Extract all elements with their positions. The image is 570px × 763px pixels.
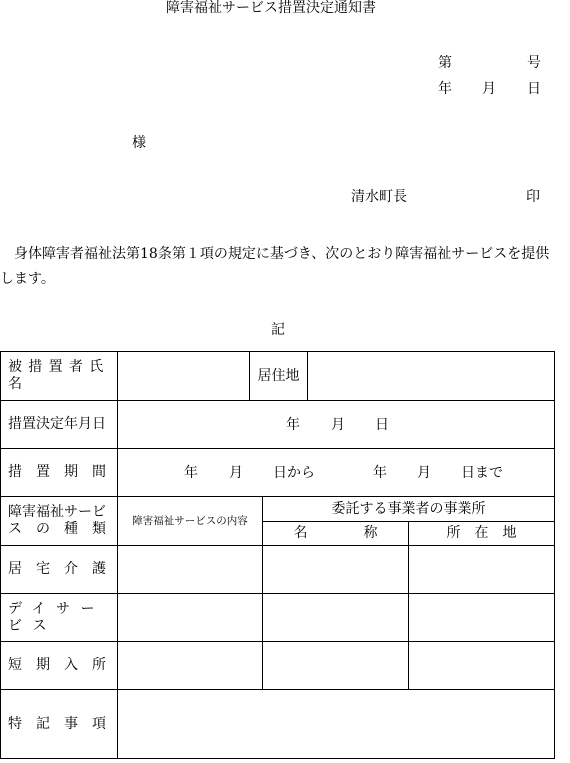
remarks-label: 特 記 事 項 — [1, 690, 118, 759]
period-to-month: 月 — [417, 464, 431, 481]
service-row-short-stay — [1, 642, 555, 690]
period-from-year: 年 — [184, 464, 198, 481]
decision-day-unit: 日 — [375, 416, 389, 433]
service-type-label-line-1: 障害福祉サービ — [8, 504, 106, 521]
seal-mark: 印 — [526, 189, 540, 205]
addressee-suffix: 様 — [132, 135, 146, 151]
service-row-label: デイサービス — [1, 594, 118, 642]
provider-address-field[interactable] — [409, 594, 555, 642]
provider-address-field[interactable] — [409, 546, 555, 594]
provider-address-label: 所 在 地 — [409, 522, 555, 546]
period-to-year: 年 — [373, 464, 387, 481]
residence-label: 居住地 — [250, 352, 308, 401]
residence-field[interactable] — [308, 352, 555, 401]
period-field[interactable] — [118, 449, 555, 497]
service-type-label — [1, 497, 118, 546]
service-content-field[interactable] — [118, 546, 263, 594]
service-row-home-care — [1, 546, 555, 594]
provider-name-field[interactable] — [263, 594, 409, 642]
period-from-suffix: 日から — [273, 464, 315, 481]
issue-year: 年 — [438, 81, 452, 97]
period-label: 措 置 期 間 — [1, 449, 118, 497]
service-content-field[interactable] — [118, 642, 263, 690]
body-line-2: します。 — [0, 271, 55, 287]
service-row-day-service — [1, 594, 555, 642]
body-paragraph — [0, 240, 570, 293]
provider-header: 委託する事業者の事業所 — [263, 497, 555, 522]
service-type-label-line-2: ス の 種 類 — [8, 521, 106, 537]
remarks-field[interactable] — [118, 690, 555, 759]
service-content-field[interactable] — [118, 594, 263, 642]
issuer-name: 清水町長 — [351, 189, 407, 205]
body-line-1: 身体障害者福祉法第18条第１項の規定に基づき、次のとおり障害福祉サービスを提供 — [14, 246, 550, 262]
period-from-month: 月 — [229, 464, 243, 481]
issue-day: 日 — [527, 81, 541, 97]
provider-address-field[interactable] — [409, 642, 555, 690]
service-content-label: 障害福祉サービスの内容 — [118, 497, 263, 546]
provider-name-label: 名 称 — [263, 522, 409, 546]
provider-name-field[interactable] — [263, 546, 409, 594]
recipient-name-label: 被措置者氏名 — [1, 352, 118, 401]
decision-month-unit: 月 — [331, 416, 345, 433]
number-prefix: 第 — [438, 55, 452, 71]
decision-date-field[interactable] — [118, 401, 555, 449]
decision-date-label: 措置決定年月日 — [1, 401, 118, 449]
decision-year-unit: 年 — [286, 416, 300, 433]
document-title: 障害福祉サービス措置決定通知書 — [166, 0, 376, 16]
issue-month: 月 — [482, 81, 496, 97]
service-decision-table — [0, 351, 555, 759]
period-to-suffix: 日まで — [461, 464, 503, 481]
provider-name-field[interactable] — [263, 642, 409, 690]
number-suffix: 号 — [527, 55, 541, 71]
section-mark: 記 — [271, 322, 285, 338]
service-row-label: 短 期 入 所 — [1, 642, 118, 690]
service-row-label: 居 宅 介 護 — [1, 546, 118, 594]
recipient-name-field[interactable] — [118, 352, 250, 401]
